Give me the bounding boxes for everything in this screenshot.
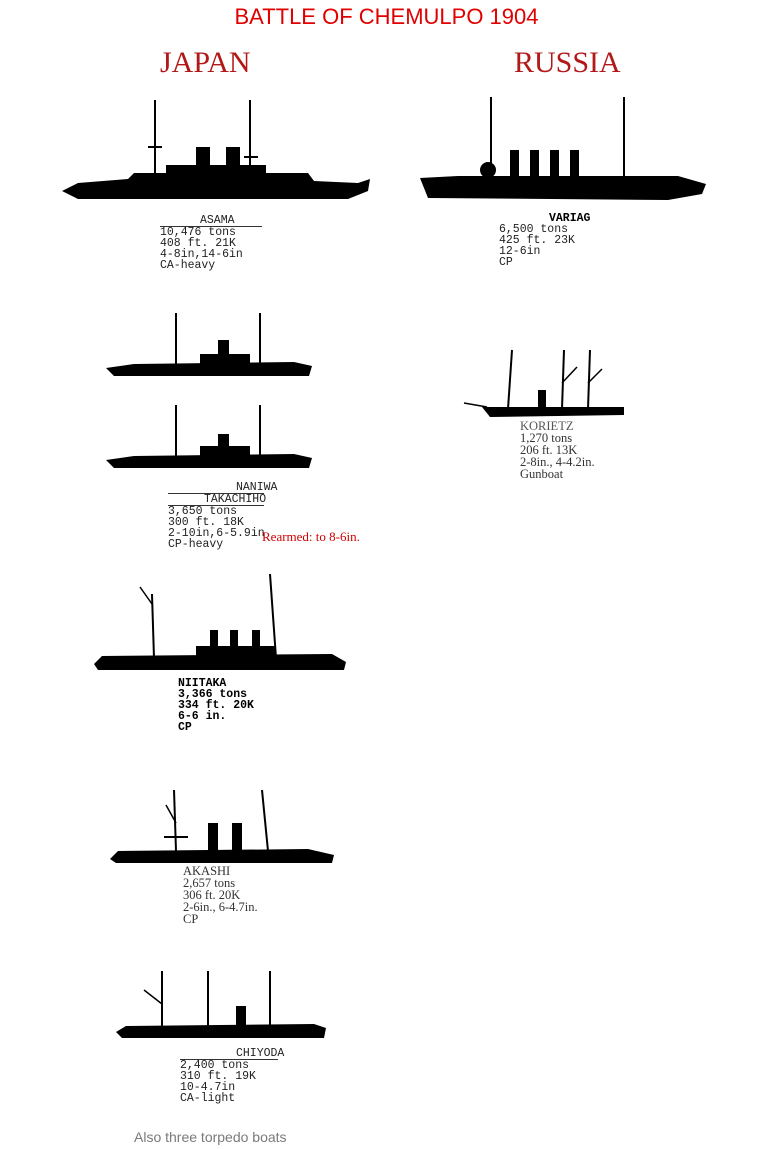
ship-name: AKASHI (183, 864, 231, 878)
akashi-info: AKASHI 2,657 tons 306 ft. 20K 2-6in., 6-4.7in. CP (183, 864, 258, 926)
niitaka-silhouette (92, 572, 350, 674)
ship-name: TAKACHIHO (168, 494, 264, 506)
asama-silhouette (58, 95, 373, 205)
takachiho-silhouette (104, 402, 314, 472)
asama-info: ASAMA 10,476 tons 408 ft. 21K 4-8in,14-6in CA-heavy (160, 215, 262, 271)
ship-name: KORIETZ (520, 419, 574, 433)
ship-name: NIITAKA (178, 677, 227, 690)
variag-info: VARIAG 6,500 tons 425 ft. 23K 12-6in CP (499, 212, 591, 269)
page-title: BATTLE OF CHEMULPO 1904 (234, 4, 539, 29)
niitaka-info: NIITAKA 3,366 tons 334 ft. 20K 6-6 in. CP (178, 677, 254, 734)
naniwa-silhouette (104, 310, 314, 380)
korietz-silhouette (462, 345, 630, 420)
ship-name: ASAMA (160, 215, 262, 227)
akashi-silhouette (108, 785, 336, 867)
chiyoda-silhouette (114, 966, 329, 1046)
variag-silhouette (418, 92, 710, 202)
naniwa-takachiho-info: NANIWA TAKACHIHO 3,650 tons 300 ft. 18K 2-10in,6-5.9in CP-heavy (168, 481, 278, 551)
ship-name: VARIAG (549, 212, 591, 225)
japan-heading: JAPAN (160, 46, 251, 79)
ship-name: CHIYODA (180, 1048, 278, 1060)
ship-name: NANIWA (168, 482, 264, 494)
chiyoda-info: CHIYODA 2,400 tons 310 ft. 19K 10-4.7in CA-light (180, 1047, 285, 1105)
russia-heading: RUSSIA (514, 46, 621, 79)
rearmed-note: Rearmed: to 8-6in. (262, 529, 360, 544)
footer-note: Also three torpedo boats (134, 1129, 287, 1145)
korietz-info: KORIETZ 1,270 tons 206 ft. 13K 2-8in., 4-4.2in. Gunboat (520, 419, 595, 481)
